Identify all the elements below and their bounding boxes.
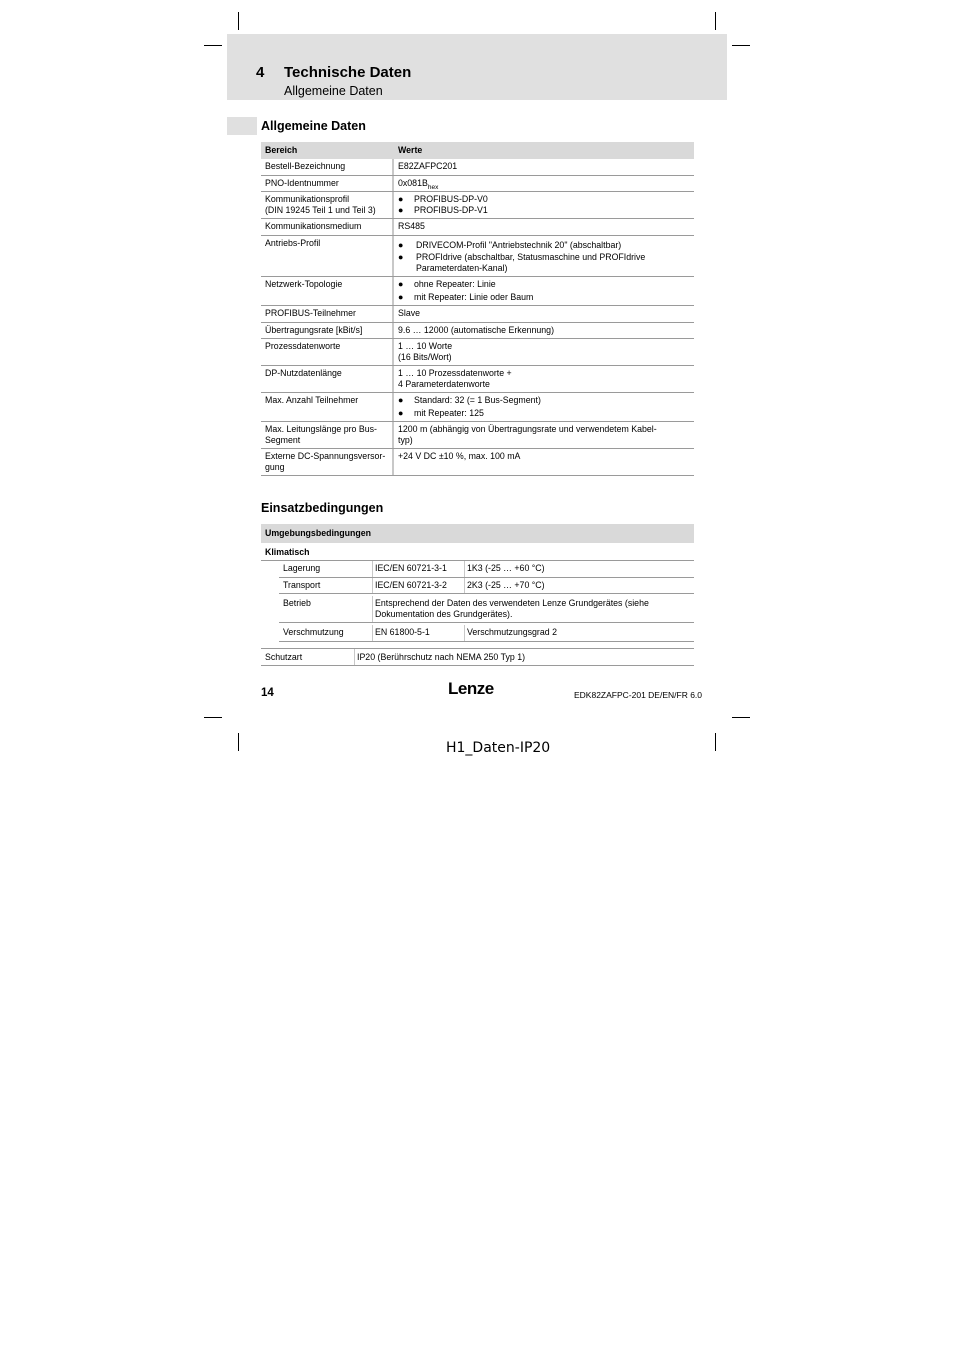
row-label: Max. Anzahl Teilnehmer (265, 395, 359, 405)
row-value (392, 277, 694, 305)
table-row (261, 219, 694, 236)
lenze-logo: Lenze (448, 679, 494, 698)
column-header-werte: Werte (398, 145, 423, 156)
bullet-item (398, 240, 690, 251)
value-line: typ) (398, 434, 413, 445)
crop-mark (732, 717, 750, 718)
row-label: PROFIBUS-Teilnehmer (265, 308, 356, 318)
label-line: gung (265, 461, 285, 472)
bullet-icon: ● (398, 279, 404, 289)
bullet-icon: ● (398, 395, 404, 405)
row-value: 9.6 … 12000 (automatische Erkennung) (392, 323, 694, 339)
row-label (261, 422, 392, 448)
table-row (261, 393, 694, 422)
table-row (261, 648, 694, 667)
bullet-text: DRIVECOM-Profil "Antriebstechnik 20" (abschaltbar) (416, 239, 622, 250)
bullet-icon: ● (398, 204, 404, 215)
bullet-item (398, 194, 690, 205)
table-row (261, 176, 694, 193)
row-value (392, 176, 694, 192)
value-text: 0x081B (398, 177, 428, 188)
value-subscript: hex (427, 183, 439, 191)
row-label: Lagerung (283, 563, 321, 573)
row-norm: IEC/EN 60721-3-1 (372, 561, 464, 577)
bullet-item (398, 408, 690, 419)
value-line: 1 … 10 Prozessdatenworte + (398, 368, 512, 378)
row-label: Antriebs-Profil (265, 237, 321, 248)
row-label: Schutzart (265, 651, 303, 662)
table-row (261, 192, 694, 219)
bullet-icon: ● (398, 194, 404, 204)
crop-mark (732, 45, 750, 46)
einsatz-table (261, 524, 694, 666)
bullet-item (398, 279, 690, 290)
bullet-text: Standard: 32 (= 1 Bus-Segment) (414, 395, 541, 405)
value-line: 1200 m (abhängig von Übertragungsrate und verwendetem Kabel- (398, 424, 657, 434)
row-label: Prozessdatenworte (265, 341, 341, 351)
bullet-icon: ● (398, 252, 404, 262)
bullet-icon: ● (398, 407, 404, 418)
table-row (261, 159, 694, 176)
row-value (372, 596, 694, 622)
table-row (261, 366, 694, 393)
bullet-item (398, 252, 690, 273)
table-row (261, 306, 694, 323)
column-header-bereich: Bereich (265, 145, 298, 156)
table-row (261, 323, 694, 340)
label-line: Segment (265, 434, 301, 445)
table-row (279, 561, 694, 578)
table-header (261, 142, 694, 159)
row-label: Bestell-Bezeichnung (265, 161, 346, 171)
bullet-icon: ● (398, 291, 404, 302)
row-label: DP-Nutzdatenlänge (265, 368, 342, 378)
bullet-item (398, 395, 690, 406)
row-label: Übertragungsrate [kBit/s] (265, 324, 363, 335)
chapter-subtitle: Allgemeine Daten (284, 84, 383, 98)
general-data-table (261, 142, 694, 476)
section-title-general: Allgemeine Daten (261, 119, 366, 133)
bullet-line: Parameterdaten-Kanal) (416, 262, 508, 273)
row-value (392, 422, 694, 448)
crop-mark (238, 733, 239, 751)
bullet-text: mit Repeater: Linie oder Baum (414, 291, 534, 302)
row-norm: IEC/EN 60721-3-2 (372, 578, 464, 594)
bullet-text: PROFIBUS-DP-V0 (414, 194, 488, 204)
table-row (261, 339, 694, 366)
bullet-line: PROFIdrive (abschaltbar, Statusmaschine und PROFIdrive (416, 252, 646, 262)
crop-mark (238, 12, 239, 30)
row-label: Verschmutzung (283, 627, 344, 637)
bullet-icon: ● (398, 239, 404, 250)
value-line: 1 … 10 Worte (398, 341, 453, 351)
row-value: E82ZAFPC201 (392, 159, 694, 175)
crop-mark (715, 733, 716, 751)
label-line: Kommunikationsprofil (265, 194, 350, 204)
bullet-item (398, 205, 690, 216)
table-row (279, 578, 694, 595)
chapter-title: Technische Daten (284, 64, 412, 81)
table-row (261, 236, 694, 278)
row-value: Verschmutzungsgrad 2 (464, 625, 694, 641)
section-marker (227, 117, 257, 135)
chapter-number: 4 (256, 64, 265, 81)
table-row (261, 277, 694, 306)
row-value (392, 339, 694, 365)
label-line: (DIN 19245 Teil 1 und Teil 3) (265, 204, 376, 215)
row-value: RS485 (392, 219, 694, 235)
row-label: PNO-Identnummer (265, 177, 339, 188)
value-line: Entsprechend der Daten des verwendeten Lenze Grundgerätes (siehe (375, 598, 649, 608)
row-value (392, 236, 694, 277)
label-line: Externe DC-Spannungsversor- (265, 451, 386, 461)
row-label: Transport (283, 579, 321, 590)
page-number: 14 (261, 687, 274, 699)
crop-mark (204, 45, 222, 46)
table-header: Umgebungsbedingungen (261, 524, 694, 543)
table-row (279, 594, 694, 623)
bullet-item (398, 292, 690, 303)
value-line: Dokumentation des Grundgerätes). (375, 608, 513, 619)
row-value: Slave (392, 306, 694, 322)
row-value (392, 192, 694, 218)
row-label: Kommunikationsmedium (265, 221, 362, 231)
row-value (392, 393, 694, 421)
row-norm: EN 61800-5-1 (372, 625, 464, 641)
table-row (279, 623, 694, 642)
document-id: EDK82ZAFPC-201 DE/EN/FR 6.0 (574, 690, 703, 700)
table-row (261, 449, 694, 476)
file-label: H1_Daten-IP20 (446, 740, 551, 756)
bullet-text: ohne Repeater: Linie (414, 279, 496, 289)
table-row (261, 422, 694, 449)
row-value: 1K3 (-25 … +60 °C) (464, 561, 694, 577)
value-line: 4 Parameterdatenworte (398, 378, 490, 389)
row-label: Betrieb (283, 598, 311, 608)
bullet-text: mit Repeater: 125 (414, 407, 484, 418)
value-line: (16 Bits/Wort) (398, 351, 452, 362)
section-title-einsatz: Einsatzbedingungen (261, 501, 384, 515)
row-value: +24 V DC ±10 %, max. 100 mA (392, 449, 694, 475)
label-line: Max. Leitungslänge pro Bus- (265, 424, 377, 434)
bullet-text (416, 252, 645, 273)
row-value: IP20 (Berührschutz nach NEMA 250 Typ 1) (354, 649, 694, 666)
bullet-text: PROFIBUS-DP-V1 (414, 204, 488, 215)
row-value (392, 366, 694, 392)
row-label (261, 449, 392, 475)
crop-mark (715, 12, 716, 30)
crop-mark (204, 717, 222, 718)
table-subheader: Klimatisch (261, 543, 694, 561)
row-label: Netzwerk-Topologie (265, 279, 343, 289)
row-label (261, 192, 392, 218)
row-value: 2K3 (-25 … +70 °C) (464, 578, 694, 594)
